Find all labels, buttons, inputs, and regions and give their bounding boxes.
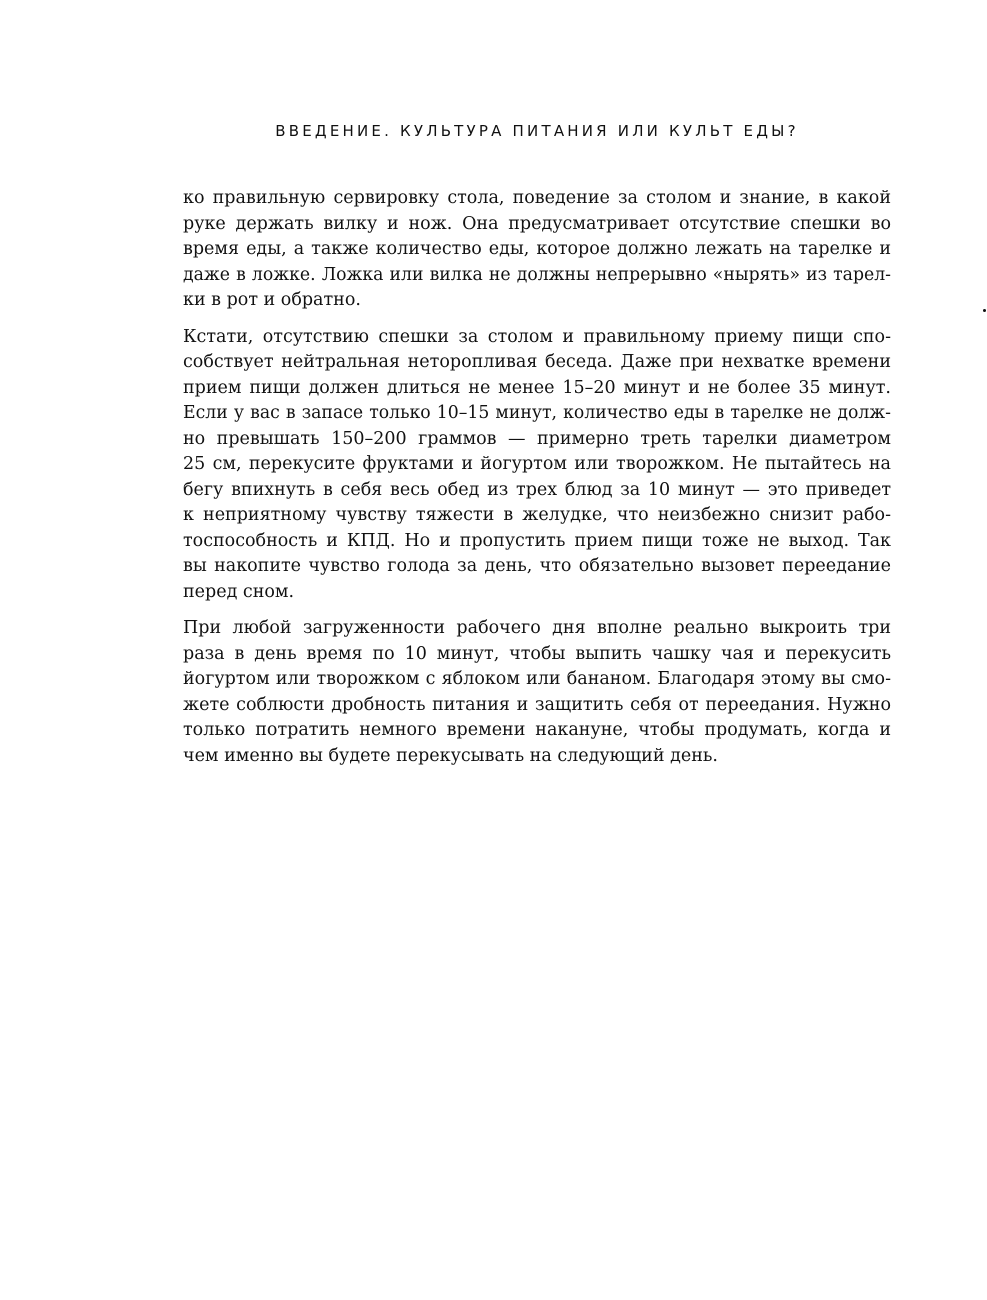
text-line: только потратить немного времени накануне, чтобы продумать, когда и bbox=[183, 720, 891, 740]
text-line: чем именно вы будете перекусывать на следующий день. bbox=[183, 745, 718, 766]
text-line: бегу впихнуть в себя весь обед из трех блюд за 10 минут — это приведет bbox=[183, 479, 891, 500]
text-line: прием пищи должен длиться не менее 15–20 минут и не более 35 минут. bbox=[183, 377, 891, 398]
text-line: раза в день время по 10 минут, чтобы выпить чашку чая и перекусить bbox=[183, 643, 891, 664]
running-head: ВВЕДЕНИЕ. КУЛЬТУРА ПИТАНИЯ ИЛИ КУЛЬТ ЕДЫ? bbox=[275, 122, 799, 140]
text-line: руке держать вилку и нож. Она предусматривает отсутствие спешки во bbox=[183, 213, 891, 234]
text-line: Кстати, отсутствию спешки за столом и правильному приему пищи спо- bbox=[183, 326, 891, 347]
text-line: к неприятному чувству тяжести в желудке, что неизбежно снизит рабо- bbox=[183, 505, 891, 525]
text-line: При любой загруженности рабочего дня вполне реально выкроить три bbox=[183, 618, 891, 638]
text-line: жете соблюсти дробность питания и защитить себя от переедания. Нужно bbox=[183, 694, 891, 715]
text-line: йогуртом или творожком с яблоком или бананом. Благодаря этому вы смо- bbox=[183, 669, 891, 689]
text-line: но превышать 150–200 граммов — примерно треть тарелки диаметром bbox=[183, 428, 891, 449]
text-line: даже в ложке. Ложка или вилка не должны непрерывно «нырять» из тарел- bbox=[183, 264, 891, 285]
text-line: перед сном. bbox=[183, 581, 295, 602]
text-line: время еды, а также количество еды, которое должно лежать на тарелке и bbox=[183, 239, 891, 259]
paragraph-3 bbox=[183, 616, 891, 769]
body-text bbox=[183, 186, 891, 769]
text-line: 25 см, перекусите фруктами и йогуртом или творожком. Не пытайтесь на bbox=[183, 454, 891, 474]
text-line: ко правильную сервировку стола, поведение за столом и знание, в какой bbox=[183, 188, 891, 208]
paragraph-1 bbox=[183, 186, 891, 314]
text-line: тоспособность и КПД. Но и пропустить прием пищи тоже не выход. Так bbox=[183, 530, 891, 551]
text-line: собствует нейтральная неторопливая беседа. Даже при нехватке времени bbox=[183, 352, 891, 372]
edge-mark bbox=[983, 309, 986, 312]
text-line: ки в рот и обратно. bbox=[183, 290, 361, 310]
text-line: Если у вас в запасе только 10–15 минут, количество еды в тарелке не долж- bbox=[183, 403, 891, 423]
paragraph-2 bbox=[183, 325, 891, 606]
text-line: вы накопите чувство голода за день, что обязательно вызовет переедание bbox=[183, 556, 891, 576]
